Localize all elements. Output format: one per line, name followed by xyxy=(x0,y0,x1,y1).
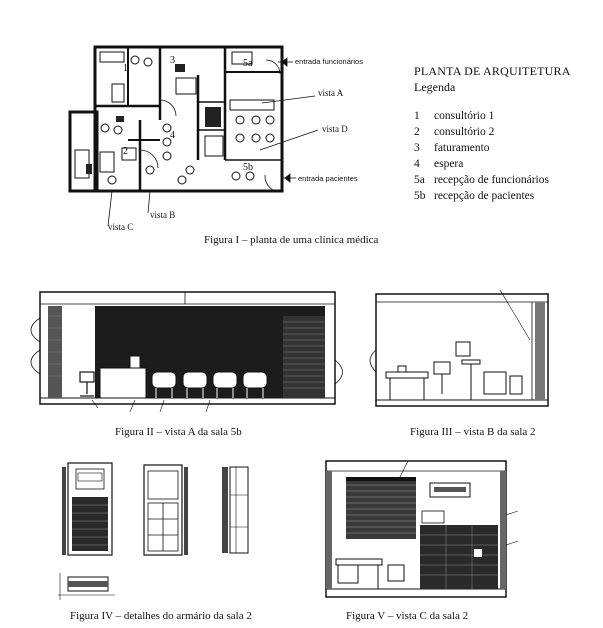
cabinet-details xyxy=(0,455,300,605)
elevation-vista-a xyxy=(0,280,360,420)
caption-figure-3: Figura III – vista B da sala 2 xyxy=(410,426,536,438)
annotation-entrada-pacientes: entrada pacientes xyxy=(298,174,358,183)
room-label-2: 2 xyxy=(123,146,128,157)
elevation-vista-b xyxy=(370,280,555,420)
legend-item-2: 2 consultório 2 xyxy=(414,126,495,138)
room-label-5b: 5b xyxy=(243,162,253,173)
legend-item-5b: 5b recepção de pacientes xyxy=(414,190,535,202)
legend-item-5a: 5a recepção de funcionários xyxy=(414,174,549,186)
annotation-vista-d: vista D xyxy=(322,124,348,134)
room-label-4: 4 xyxy=(170,130,175,141)
annotation-vista-b: vista B xyxy=(150,210,176,220)
legend-item-4: 4 espera xyxy=(414,158,464,170)
caption-figure-2: Figura II – vista A da sala 5b xyxy=(115,426,242,438)
legend-title: PLANTA DE ARQUITETURA xyxy=(414,64,571,78)
room-label-3: 3 xyxy=(170,55,175,66)
legend-subtitle: Legenda xyxy=(414,80,456,94)
annotation-vista-a: vista A xyxy=(318,88,344,98)
annotation-entrada-funcionarios: entrada funcionários xyxy=(295,57,363,66)
room-label-1: 1 xyxy=(123,63,128,74)
caption-figure-5: Figura V – vista C da sala 2 xyxy=(346,610,469,622)
elevation-vista-c xyxy=(318,455,523,605)
legend-item-3: 3 faturamento xyxy=(414,142,490,154)
caption-figure-1: Figura I – planta de uma clínica médica xyxy=(204,234,379,246)
caption-figure-4: Figura IV – detalhes do armário da sala 2 xyxy=(70,610,252,622)
floor-plan xyxy=(0,0,603,240)
annotation-vista-c: vista C xyxy=(108,222,134,232)
legend-item-1: 1 consultório 1 xyxy=(414,110,495,122)
room-label-5a: 5a xyxy=(243,58,253,69)
